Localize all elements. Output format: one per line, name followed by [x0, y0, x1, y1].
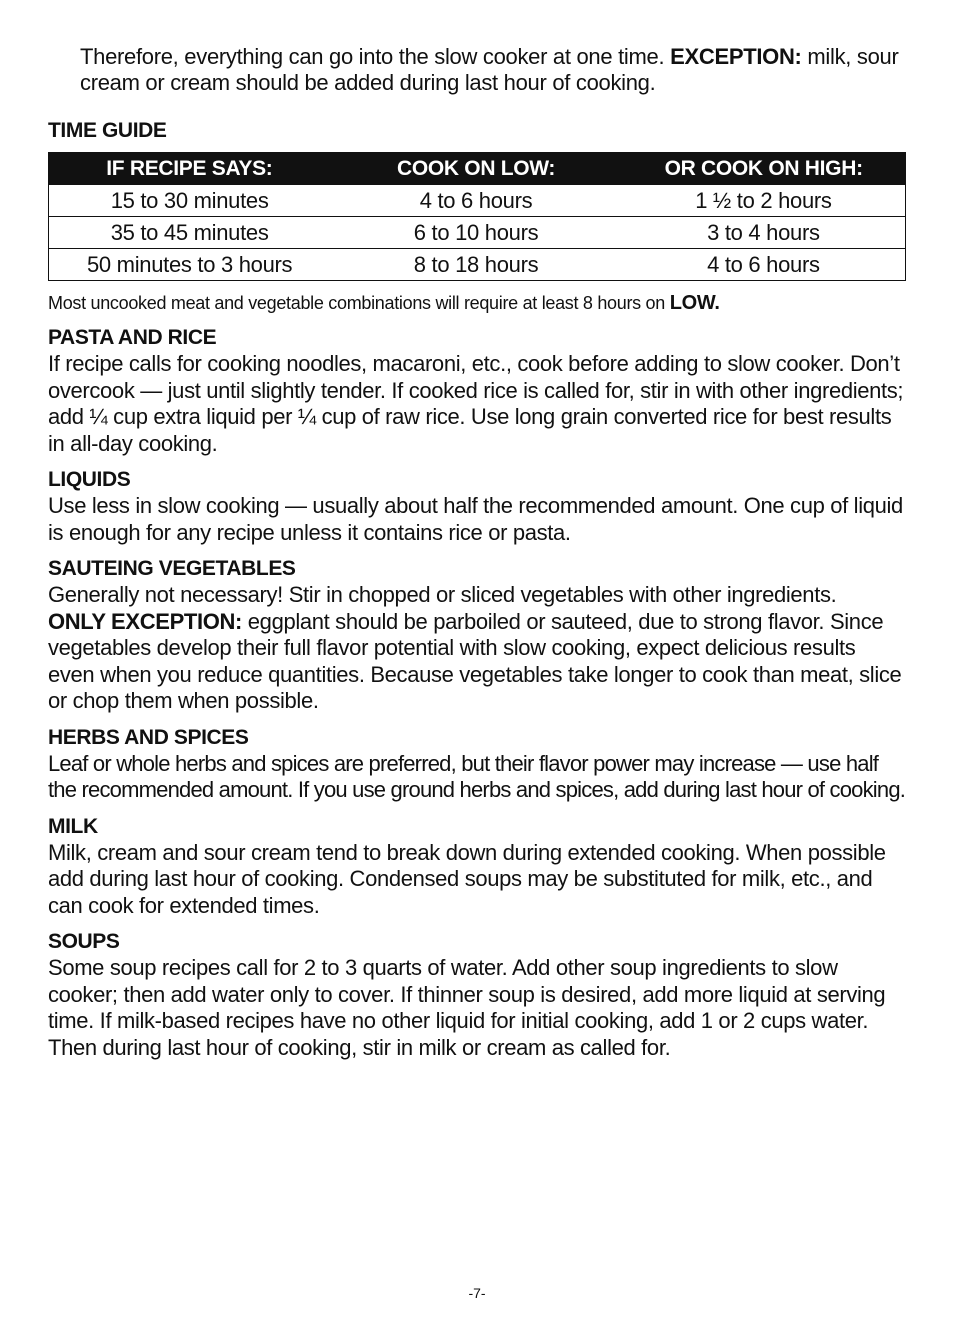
- table-cell: 1 ½ to 2 hours: [622, 185, 906, 217]
- intro-text-start: Therefore, everything can go into the slow cooker at one time.: [80, 44, 671, 69]
- time-guide-section: [48, 118, 906, 315]
- table-cell: 15 to 30 minutes: [49, 185, 331, 217]
- time-guide-note: [48, 291, 906, 315]
- table-cell: 4 to 6 hours: [330, 185, 622, 217]
- page-content: [48, 44, 906, 1061]
- soups-body: Some soup recipes call for 2 to 3 quarts of water. Add other soup ingredients to slow cooker; then add water only to cover. If thinner soup is desired, add more liquid at serving time. If milk-based recipes have no other liquid for initial cooking, add 1 or 2 cups water. Then during last hour of cooking, stir in milk or cream as called for.: [48, 955, 886, 1060]
- herbs-section: [48, 725, 906, 804]
- table-cell: 8 to 18 hours: [330, 249, 622, 281]
- milk-body: Milk, cream and sour cream tend to break down during extended cooking. When possible add during last hour of cooking. Condensed soups may be substituted for milk, etc., and can cook for extended times.: [48, 839, 886, 918]
- time-guide-table: [48, 152, 906, 281]
- column-header-recipe: IF RECIPE SAYS:: [49, 153, 331, 185]
- pasta-rice-section: [48, 325, 906, 457]
- pasta-rice-body: If recipe calls for cooking noodles, macaroni, etc., cook before adding to slow cooker. Don’t overcook — just until slightly tender. If cooked rice is called for, stir in with other ingredients; add ¼ cup extra liquid per ¼ cup of raw rice. Use long grain converted rice for best results in all-day cooking.: [48, 351, 904, 456]
- herbs-body: Leaf or whole herbs and spices are preferred, but their flavor power may increase — use half the recommended amount. If you use ground herbs and spices, add during last hour of cooking.: [48, 750, 906, 802]
- liquids-body: Use less in slow cooking — usually about half the recommended amount. One cup of liquid is enough for any recipe unless it contains rice or pasta.: [48, 493, 903, 545]
- table-header-row: [49, 153, 906, 185]
- intro-paragraph: [80, 44, 906, 96]
- soups-heading: SOUPS: [48, 930, 120, 953]
- sauteing-text-start: Generally not necessary! Stir in chopped or sliced vegetables with other ingredients.: [48, 582, 837, 607]
- sauteing-text-end: eggplant should be parboiled or sauteed, due to strong flavor. Since vegetables develop their full flavor potential with slow cooking, expect delicious results even when you reduce quantities. Because vegetables take longer to cook than meat, slice or chop them when possible.: [48, 608, 902, 713]
- table-cell: 6 to 10 hours: [330, 217, 622, 249]
- table-row: [49, 249, 906, 281]
- sauteing-section: [48, 556, 906, 715]
- milk-heading: MILK: [48, 814, 98, 838]
- note-text: Most uncooked meat and vegetable combinations will require at least 8 hours on: [48, 293, 670, 313]
- intro-text-end: milk, sour cream or cream should be added during last hour of cooking.: [80, 44, 899, 95]
- herbs-heading: HERBS AND SPICES: [48, 725, 249, 749]
- liquids-section: [48, 467, 906, 546]
- liquids-heading: LIQUIDS: [48, 468, 131, 491]
- table-row: [49, 185, 906, 217]
- table-cell: 50 minutes to 3 hours: [49, 249, 331, 281]
- column-header-high: OR COOK ON HIGH:: [622, 153, 906, 185]
- table-cell: 4 to 6 hours: [622, 249, 906, 281]
- only-exception-label: ONLY EXCEPTION:: [48, 608, 243, 634]
- table-cell: 3 to 4 hours: [622, 217, 906, 249]
- table-row: [49, 217, 906, 249]
- page-number: -7-: [468, 1285, 486, 1301]
- sauteing-body: [48, 582, 906, 715]
- note-low-label: LOW.: [669, 292, 720, 314]
- pasta-rice-heading: PASTA AND RICE: [48, 326, 217, 349]
- table-cell: 35 to 45 minutes: [49, 217, 331, 249]
- milk-section: [48, 814, 906, 920]
- column-header-low: COOK ON LOW:: [330, 153, 622, 185]
- exception-label: EXCEPTION:: [670, 44, 802, 69]
- time-guide-heading: TIME GUIDE: [48, 119, 167, 142]
- soups-section: [48, 929, 906, 1061]
- sauteing-heading: SAUTEING VEGETABLES: [48, 557, 296, 580]
